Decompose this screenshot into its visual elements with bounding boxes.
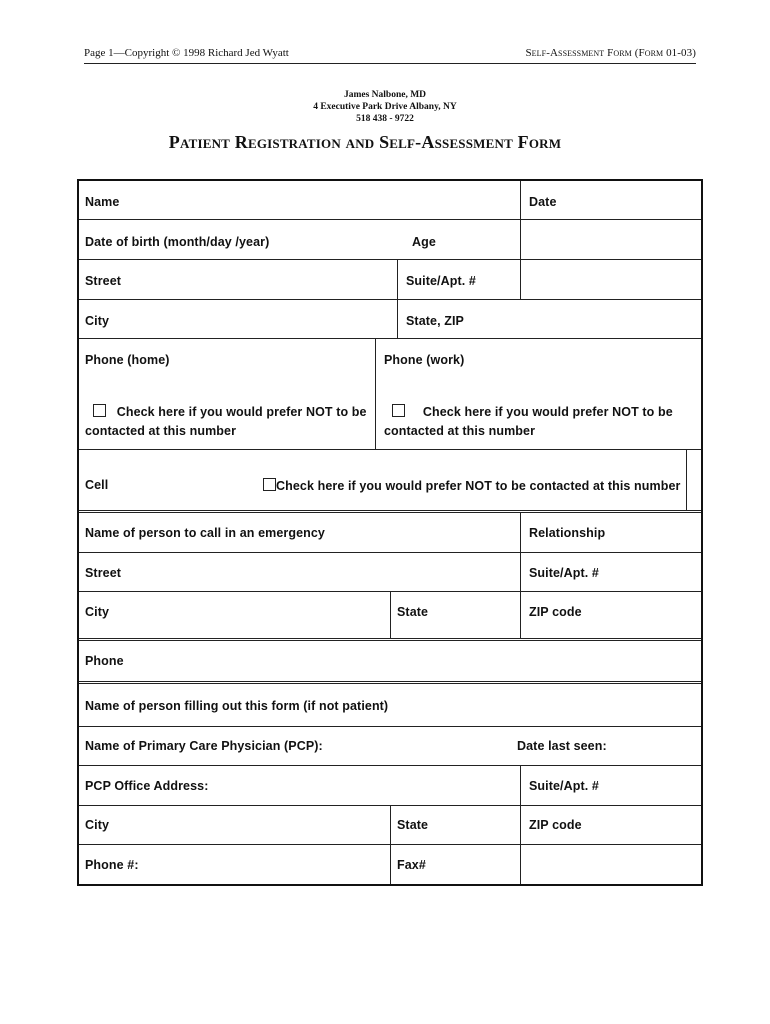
- column-divider: [520, 765, 521, 884]
- column-divider: [397, 259, 398, 338]
- column-divider: [390, 805, 391, 884]
- cell-no-contact-checkbox[interactable]: [263, 478, 276, 491]
- pcp-last-seen-field[interactable]: Date last seen:: [517, 739, 607, 753]
- row-divider: [79, 765, 701, 766]
- column-divider: [375, 338, 376, 449]
- pcp-suite-field[interactable]: Suite/Apt. #: [529, 779, 599, 793]
- emergency-relationship-field[interactable]: Relationship: [529, 526, 606, 540]
- pcp-city-field[interactable]: City: [85, 818, 110, 832]
- emergency-city-field[interactable]: City: [85, 605, 110, 619]
- emergency-name-field[interactable]: Name of person to call in an emergency: [85, 526, 325, 540]
- work-no-contact-checkbox[interactable]: [392, 404, 405, 417]
- doctor-phone: 518 438 - 9722: [356, 114, 414, 124]
- emergency-zip-field[interactable]: ZIP code: [529, 605, 582, 619]
- suite-field[interactable]: Suite/Apt. #: [406, 274, 476, 288]
- street-field[interactable]: Street: [85, 274, 122, 288]
- form-number: Self-Assessment Form (Form 01-03): [525, 47, 696, 59]
- column-divider: [390, 591, 391, 638]
- date-field[interactable]: Date: [529, 195, 557, 209]
- work-no-contact-option: Check here if you would prefer NOT to be contacted at this number: [384, 405, 673, 438]
- emergency-street-field[interactable]: Street: [85, 566, 122, 580]
- pcp-state-field[interactable]: State: [397, 818, 429, 832]
- pcp-zip-field[interactable]: ZIP code: [529, 818, 582, 832]
- doctor-address: 4 Executive Park Drive Albany, NY: [313, 102, 457, 112]
- dob-field[interactable]: Date of birth (month/day /year): [85, 235, 270, 249]
- emergency-suite-field[interactable]: Suite/Apt. #: [529, 566, 599, 580]
- home-no-contact-option: Check here if you would prefer NOT to be contacted at this number: [85, 405, 367, 438]
- row-divider: [79, 638, 701, 641]
- row-divider: [79, 338, 701, 339]
- state-zip-field[interactable]: State, ZIP: [406, 314, 464, 328]
- form-filler-field[interactable]: Name of person filling out this form (if not patient): [85, 699, 389, 713]
- row-divider: [79, 681, 701, 684]
- age-field[interactable]: Age: [412, 235, 436, 249]
- doctor-name: James Nalbone, MD: [343, 90, 427, 100]
- page-copyright: Page 1—Copyright © 1998 Richard Jed Wyatt: [84, 47, 289, 59]
- column-divider: [520, 591, 521, 638]
- home-no-contact-checkbox[interactable]: [93, 404, 106, 417]
- row-divider: [79, 510, 701, 513]
- row-divider: [79, 726, 701, 727]
- phone-home-field[interactable]: Phone (home): [85, 353, 170, 367]
- emergency-phone-field[interactable]: Phone: [85, 654, 124, 668]
- row-divider: [79, 449, 701, 450]
- emergency-state-field[interactable]: State: [397, 605, 429, 619]
- form-title: Patient Registration and Self-Assessment Form: [168, 132, 562, 152]
- pcp-address-field[interactable]: PCP Office Address:: [85, 779, 209, 793]
- row-divider: [79, 219, 701, 220]
- cell-field[interactable]: Cell: [85, 478, 109, 492]
- row-divider: [79, 552, 701, 553]
- running-header: [84, 47, 696, 64]
- letterhead: [0, 89, 770, 125]
- city-field[interactable]: City: [85, 314, 110, 328]
- row-divider: [79, 299, 701, 300]
- pcp-name-field[interactable]: Name of Primary Care Physician (PCP):: [85, 739, 323, 753]
- registration-form: [77, 179, 703, 886]
- pcp-phone-field[interactable]: Phone #:: [85, 858, 139, 872]
- row-divider: [79, 259, 701, 260]
- pcp-fax-field[interactable]: Fax#: [397, 858, 426, 872]
- name-field[interactable]: Name: [85, 195, 120, 209]
- cell-no-contact-option: Check here if you would prefer NOT to be contacted at this number: [263, 478, 680, 493]
- phone-work-field[interactable]: Phone (work): [384, 353, 465, 367]
- column-divider: [520, 181, 521, 299]
- column-divider: [520, 512, 521, 591]
- column-divider: [686, 449, 687, 510]
